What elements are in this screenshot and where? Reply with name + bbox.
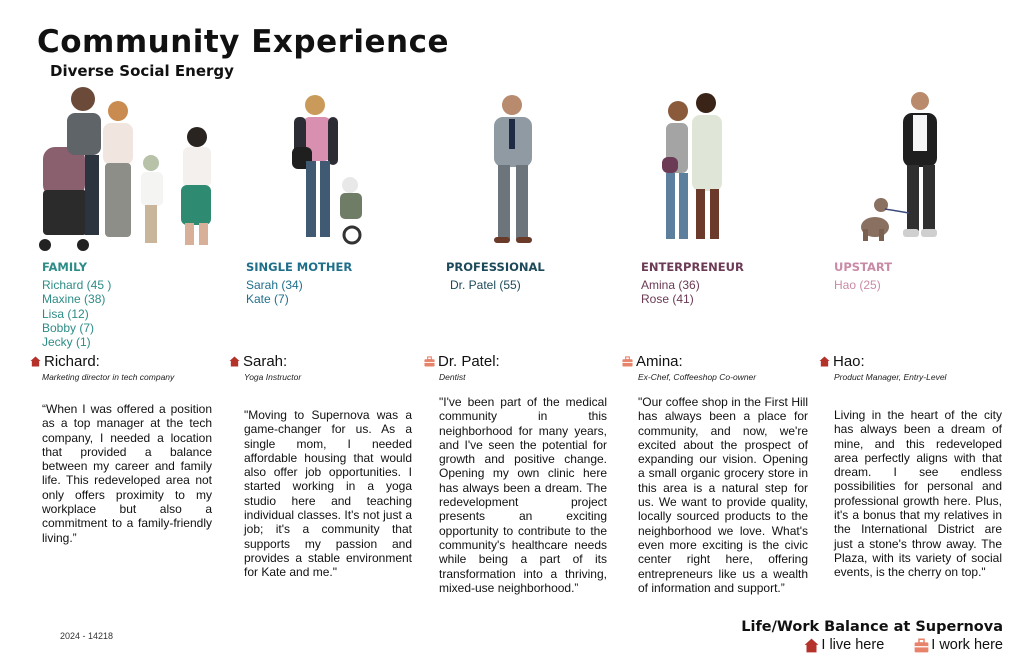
group-title-upstart: UPSTART [834, 260, 893, 274]
member-bobby: Bobby (7) [42, 320, 95, 335]
member-amina: Amina (36) [641, 278, 700, 292]
persona-role: Ex-Chef, Coffeeshop Co-owner [638, 372, 757, 382]
persona-amina [622, 352, 812, 595]
persona-name: Richard: [44, 352, 100, 370]
persona-dr-patel [424, 352, 614, 595]
member-lisa: Lisa (12) [42, 306, 89, 321]
persona-hao [819, 352, 1009, 580]
member-dr-patel: Dr. Patel (55) [450, 278, 521, 292]
group-family [42, 260, 232, 349]
persona-richard [30, 352, 212, 545]
group-entrepreneur [641, 260, 831, 307]
persona-name: Sarah: [243, 352, 288, 370]
group-title-single-mother: SINGLE MOTHER [246, 260, 353, 274]
persona-name: Dr. Patel: [438, 352, 500, 370]
legend-live-label: I live here [821, 637, 885, 653]
member-richard: Richard (45 ) [42, 278, 112, 292]
professional-illustration [480, 85, 550, 255]
house-icon [804, 638, 819, 653]
legend-live [804, 637, 884, 653]
persona-quote: "Our coffee shop in the First Hill has always been a place for community, and now, we're excited about the prospect of expanding our vision. Opening a small organic grocery store in this area is a natural step for us. We want to provide quality, locally sourced products to the neighborhood we love. What's even more exciting is the civic center right here, offering entrepreneurs like us a wealth of information and support.” [638, 395, 808, 595]
page-title: Community Experience [37, 24, 450, 60]
persona-quote: "Moving to Supernova was a game-changer for us. As a single mom, I needed affordable housing that would also offer job opportunities. I started working in a yoga studio here and teaching individual classes. It's not just a job; it's a community that supports my passion and provides a stable environment for Kate and me." [244, 408, 412, 580]
briefcase-icon [914, 638, 929, 653]
group-upstart [834, 260, 1024, 292]
group-title-entrepreneur: ENTERPRENEUR [641, 260, 744, 274]
persona-quote: Living in the heart of the city has always been a dream of mine, and this redeveloped area perfectly aligns with that dream. I see endless possibilities for personal and professional growth here. Plus, it's a bonus that my relatives in the International District are just a stone's throw away. The Plaza, with its variety of social events, is the cherry on top." [834, 408, 1002, 580]
legend-work-label: I work here [931, 637, 1003, 653]
member-maxine: Maxine (38) [42, 292, 106, 307]
group-title-professional: PROFESSIONAL [446, 260, 545, 274]
group-professional [446, 260, 636, 292]
people-illustrations [0, 85, 1035, 255]
briefcase-icon [424, 356, 435, 367]
persona-quote: "I've been part of the medical community in this neighborhood for many years, and I've seen the potential for growth and positive change. Opening my own clinic here has always been a dream. The redevelopment project presents an exciting opportunity to contribute to the community's healthcare needs while being a part of its transformation into a thriving, mixed-use neighborhood.” [439, 395, 607, 595]
project-code: 2024 - 14218 [60, 631, 114, 641]
member-hao: Hao (25) [834, 278, 881, 292]
member-sarah: Sarah (34) [246, 278, 303, 292]
member-rose: Rose (41) [641, 292, 694, 307]
persona-name: Hao: [833, 352, 865, 370]
legend [804, 637, 1003, 653]
persona-role: Dentist [439, 372, 466, 382]
member-jecky: Jecky (1) [42, 335, 91, 350]
persona-role: Yoga Instructor [244, 372, 302, 382]
family-illustration [35, 85, 215, 255]
member-kate: Kate (7) [246, 292, 289, 307]
upstart-illustration [845, 85, 945, 255]
house-icon [819, 356, 830, 367]
house-icon [30, 356, 41, 367]
persona-role: Product Manager, Entry-Level [834, 372, 947, 382]
group-title-family: FAMILY [42, 260, 88, 274]
single-mother-illustration [280, 85, 380, 255]
group-single-mother [246, 260, 436, 307]
persona-quote: “When I was offered a position as a top manager at the tech company, I needed a location that provided a balance between my career and family life. This redeveloped area not only offers proximity to my workplace but also a commitment to a family-friendly living.” [42, 402, 212, 545]
house-icon [229, 356, 240, 367]
legend-title: Life/Work Balance at Supernova [741, 619, 1003, 635]
page-subtitle: Diverse Social Energy [50, 62, 234, 80]
entrepreneur-illustration [650, 85, 735, 255]
persona-name: Amina: [636, 352, 683, 370]
persona-sarah [229, 352, 414, 580]
briefcase-icon [622, 356, 633, 367]
persona-role: Marketing director in tech company [42, 372, 175, 382]
legend-work [914, 637, 1003, 653]
